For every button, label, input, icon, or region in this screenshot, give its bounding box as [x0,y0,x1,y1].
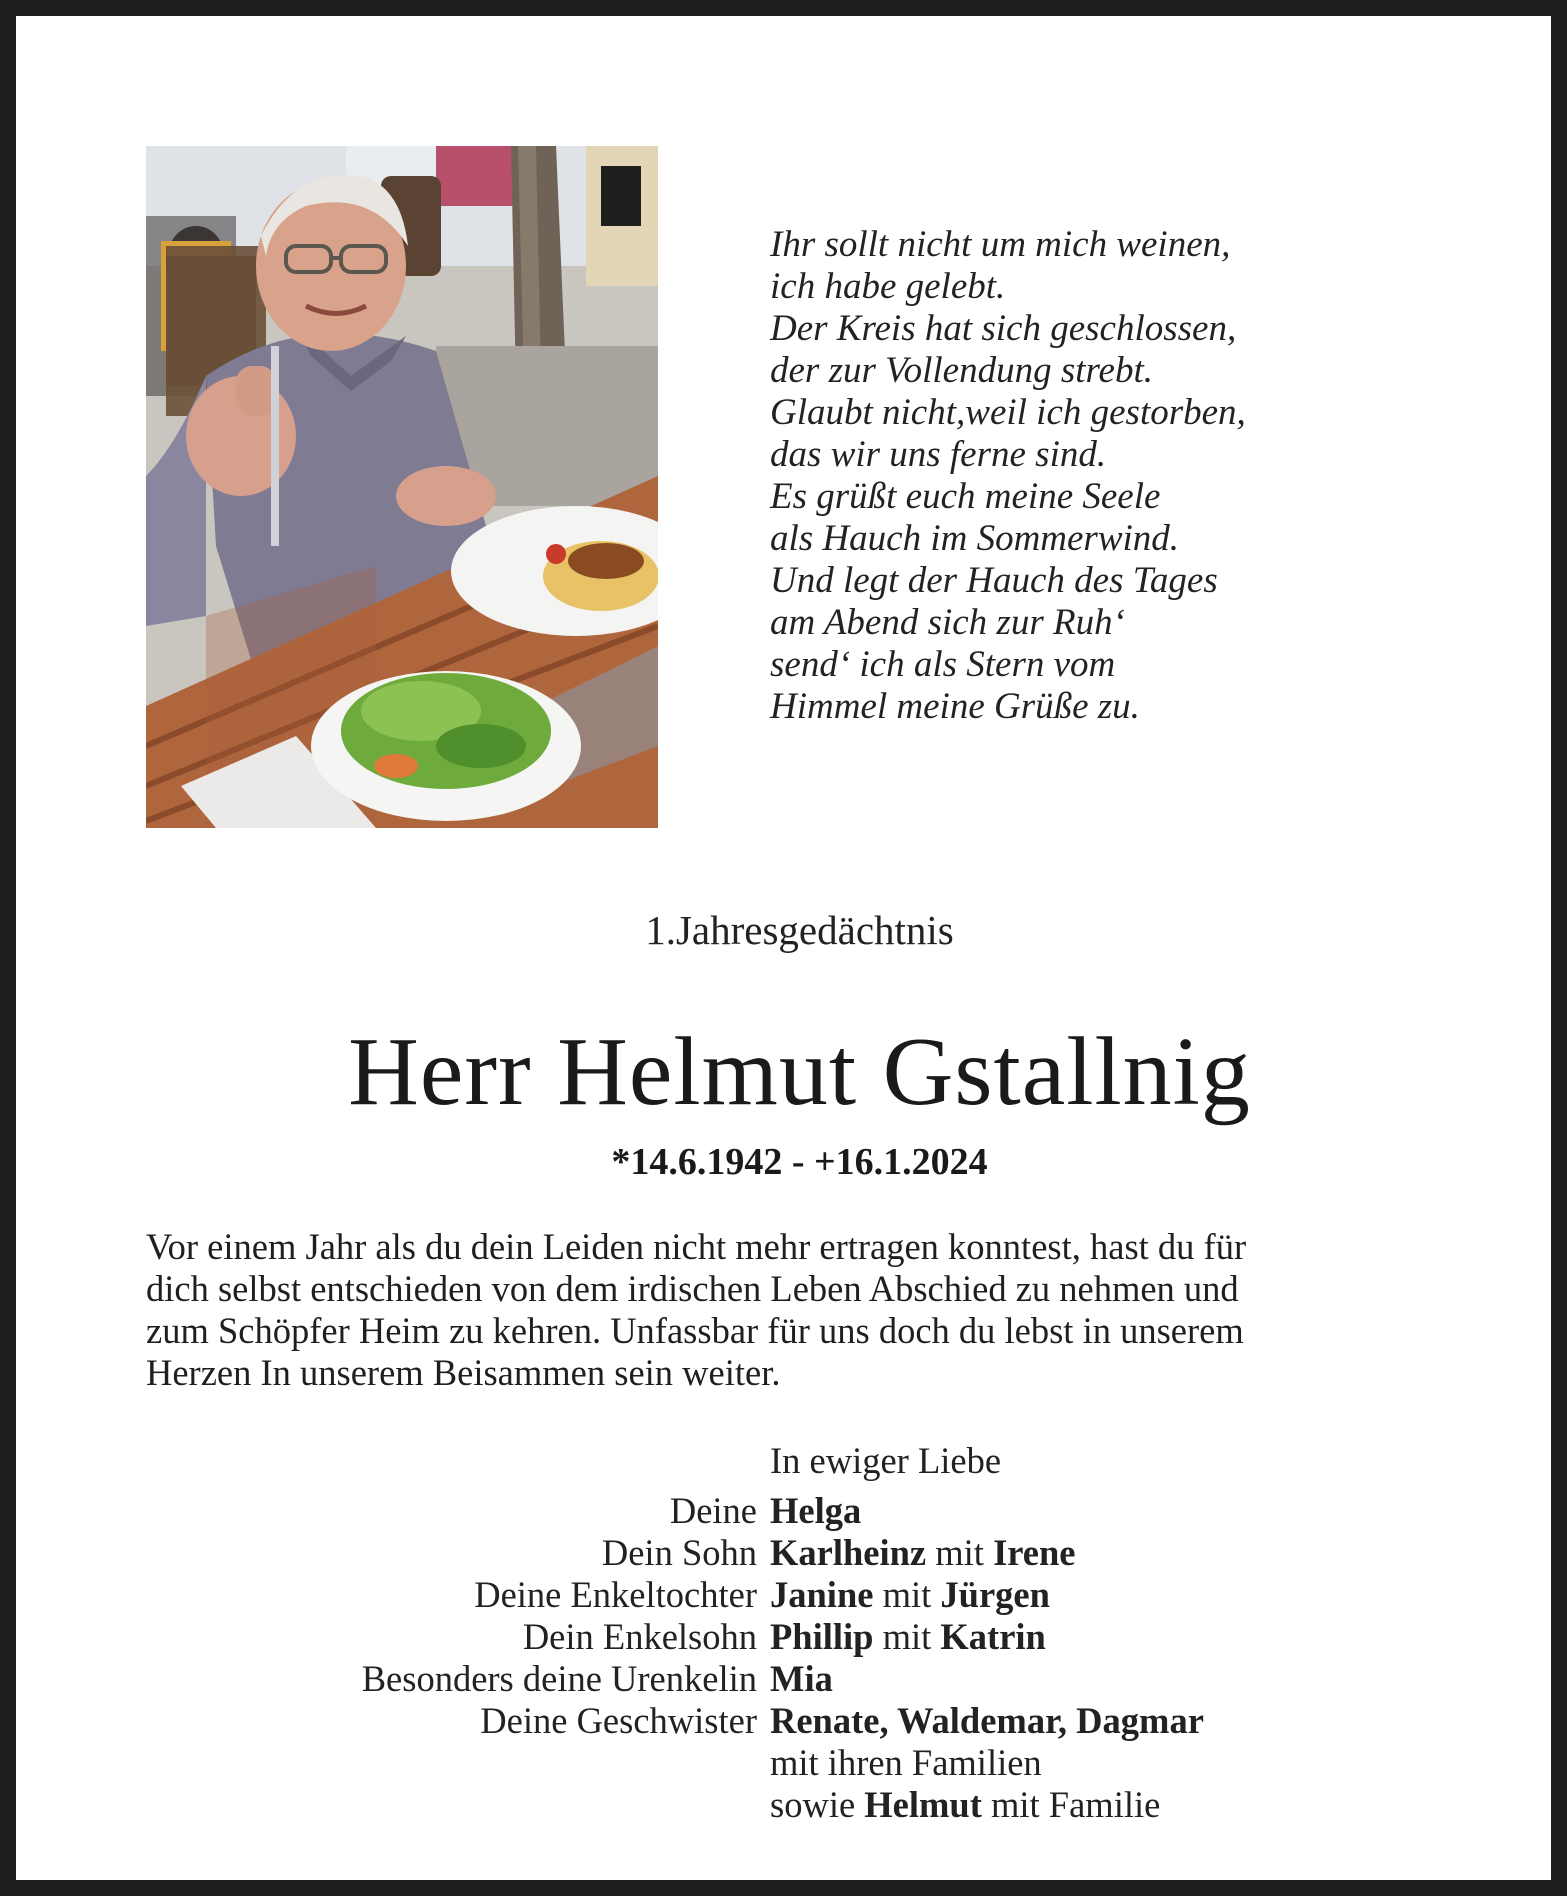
mourner-row [16,1742,1567,1784]
mourner-names [770,1700,1204,1742]
portrait-photo-illustration [146,146,658,828]
poem-line: als Hauch im Sommerwind. [770,518,1180,559]
poem-line: Glaubt nicht,weil ich gestorben, [770,392,1246,433]
mourner-partner-name: Jürgen [940,1574,1050,1615]
sowie-word: sowie [770,1784,856,1825]
mourner-row [16,1532,1567,1574]
mourner-names [770,1658,833,1700]
mourner-name: Phillip [770,1616,874,1657]
mourner-names [770,1616,1046,1658]
helmut-family-line [770,1784,1160,1826]
mourner-name: Janine [770,1574,874,1615]
message-line: dich selbst entschieden von dem irdischen Leben Abschied zu nehmen und [146,1268,1239,1309]
mourner-name: Karlheinz [770,1532,927,1573]
mourner-relation: Deine Geschwister [480,1700,757,1741]
mourner-row [16,1490,1567,1532]
occasion-heading: 1.Jahresgedächtnis [645,907,954,953]
poem-line: Und legt der Hauch des Tages [770,560,1218,601]
memorial-message [146,1226,1466,1394]
mourner-name: Helga [770,1490,862,1531]
mourner-names [770,1532,1076,1574]
mourner-relation: Dein Sohn [601,1532,757,1573]
message-line: Herzen In unserem Beisammen sein weiter. [146,1352,781,1393]
mourner-connector: mit [882,1574,932,1615]
mourner-row [16,1700,1567,1742]
mourner-partner-name: Katrin [940,1616,1046,1657]
mourner-relation: Deine [669,1490,757,1531]
mourner-name: Renate, Waldemar, Dagmar [770,1700,1204,1741]
deceased-name: Herr Helmut Gstallnig [348,1018,1251,1126]
mourner-row [16,1658,1567,1700]
mourner-partner-name: Irene [993,1532,1076,1573]
poem-line: am Abend sich zur Ruh‘ [770,602,1125,643]
poem-line: ich habe gelebt. [770,266,1006,307]
mourner-relation: Deine Enkeltochter [474,1574,757,1615]
farewell-line: In ewiger Liebe [770,1440,1002,1481]
message-line: zum Schöpfer Heim zu kehren. Unfassbar für uns doch du lebst in unserem [146,1310,1244,1351]
mourner-row [16,1784,1567,1826]
poem-line: Der Kreis hat sich geschlossen, [770,308,1237,349]
mourner-names [770,1490,861,1532]
mourner-connector: mit [935,1532,984,1573]
mourner-row [16,1574,1567,1616]
mourners-list [16,1490,1567,1826]
mourner-relation: Besonders deine Urenkelin [361,1658,757,1699]
poem-line: das wir uns ferne sind. [770,434,1107,475]
mourner-name: Helmut [864,1784,982,1825]
mourner-row [16,1616,1567,1658]
portrait-photo [146,146,658,828]
poem-line: der zur Vollendung strebt. [770,350,1154,391]
mourner-relation: Dein Enkelsohn [522,1616,757,1657]
message-line: Vor einem Jahr als du dein Leiden nicht mehr ertragen konntest, hast du für [146,1226,1247,1267]
poem-line: send‘ ich als Stern vom [770,644,1116,685]
mourner-connector: mit [882,1616,932,1657]
mourner-name: Mia [770,1658,833,1699]
mourner-names [770,1574,1050,1616]
poem-line: Himmel meine Grüße zu. [770,686,1140,727]
poem-line: Es grüßt euch meine Seele [770,476,1161,517]
helmut-suffix: mit Familie [991,1784,1161,1825]
life-dates: *14.6.1942 - +16.1.2024 [611,1141,988,1183]
families-line: mit ihren Familien [770,1742,1042,1783]
memorial-poem [770,224,1470,728]
poem-line: Ihr sollt nicht um mich weinen, [770,224,1231,265]
